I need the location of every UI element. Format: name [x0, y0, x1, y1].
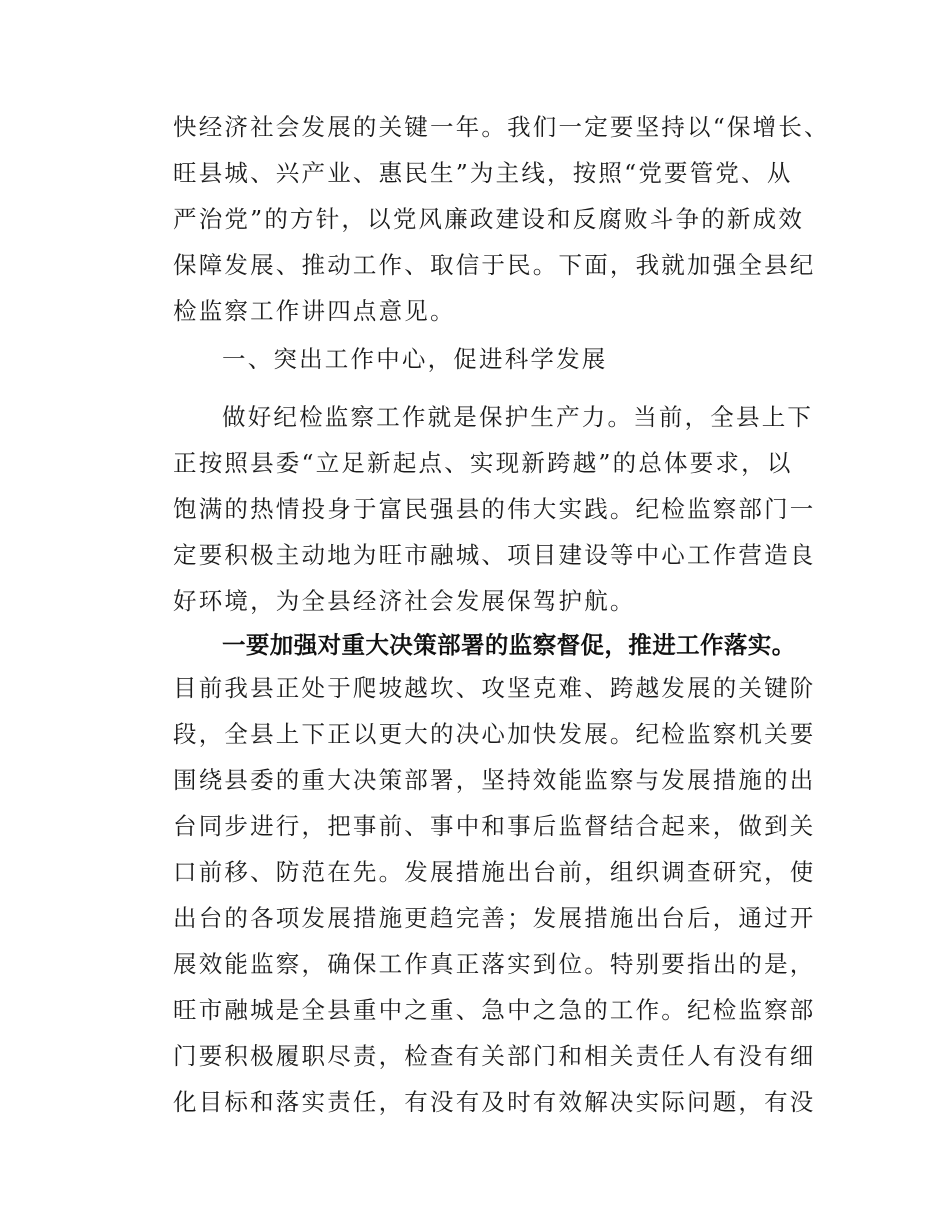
text-line: 旺市融城是全县重中之重、急中之急的工作。纪检监察部 — [173, 996, 816, 1024]
text-line: 定要积极主动地为旺市融城、项目建设等中心工作营造良 — [173, 541, 816, 569]
text-line: 台同步进行，把事前、事中和事后监督结合起来，做到关 — [173, 812, 816, 840]
text-line: 门要积极履职尽责，检查有关部门和相关责任人有没有细 — [173, 1042, 816, 1070]
text-line: 好环境，为全县经济社会发展保驾护航。 — [173, 587, 636, 615]
text-line: 段，全县上下正以更大的决心加快发展。纪检监察机关要 — [173, 720, 816, 748]
text-line: 做好纪检监察工作就是保护生产力。当前，全县上下 — [222, 403, 814, 431]
text-line: 检监察工作讲四点意见。 — [173, 297, 456, 325]
text-line: 出台的各项发展措施更趋完善；发展措施出台后，通过开 — [173, 904, 816, 932]
text-line: 展效能监察，确保工作真正落实到位。特别要指出的是， — [173, 950, 816, 978]
text-line: 化目标和落实责任，有没有及时有效解决实际问题，有没 — [173, 1088, 816, 1116]
text-line: 快经济社会发展的关键一年。我们一定要坚持以“保增长、 — [173, 113, 830, 141]
text-line: 正按照县委“立足新起点、实现新跨越”的总体要求，以 — [173, 449, 793, 477]
text-line: 饱满的热情投身于富民强县的伟大实践。纪检监察部门一 — [173, 495, 816, 523]
text-line: 围绕县委的重大决策部署，坚持效能监察与发展措施的出 — [173, 766, 816, 794]
text-line: 目前我县正处于爬坡越坎、攻坚克难、跨越发展的关键阶 — [173, 674, 816, 702]
point-heading: 一要加强对重大决策部署的监察督促，推进工作落实。 — [222, 631, 796, 659]
text-line: 旺县城、兴产业、惠民生”为主线，按照“党要管党、从 — [173, 159, 793, 187]
section-heading: 一、突出工作中心，促进科学发展 — [222, 345, 608, 373]
text-line: 保障发展、推动工作、取信于民。下面，我就加强全县纪 — [173, 251, 816, 279]
text-line: 口前移、防范在先。发展措施出台前，组织调查研究，使 — [173, 858, 816, 886]
text-line: 严治党”的方针，以党风廉政建设和反腐败斗争的新成效 — [173, 205, 805, 233]
